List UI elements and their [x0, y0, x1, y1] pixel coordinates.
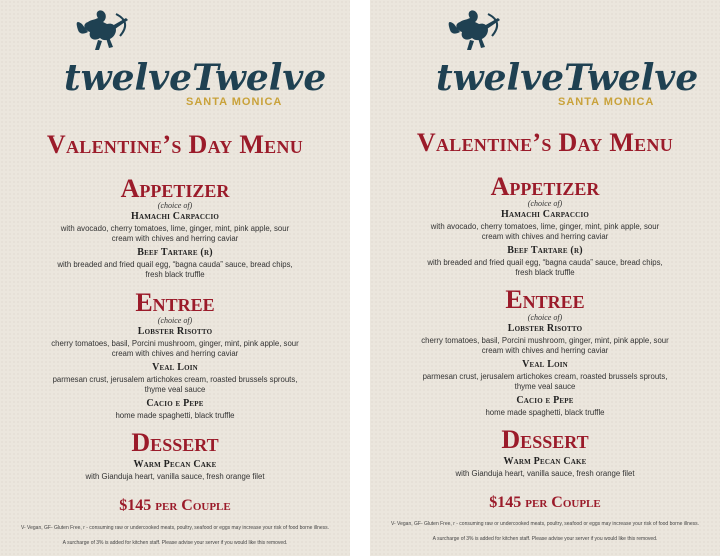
dish-description: with avocado, cherry tomatoes, lime, ginger, mint, pink apple, sour cream with chives and herring caviar [60, 224, 290, 243]
dish-description: home made spaghetti, black truffle [485, 408, 605, 417]
footnote-surcharge: A surcharge of 3% is added for kitchen staff. Please advise your server if you would like this removed. [62, 540, 288, 546]
dish-name: Cacio e Pepe [516, 395, 574, 406]
menu-page-left [0, 0, 350, 556]
dish-description: with breaded and fried quail egg, “bagna cauda” sauce, bread chips, fresh black truffle [57, 260, 293, 279]
dish-description: with breaded and fried quail egg, “bagna cauda” sauce, bread chips, fresh black truffle [427, 258, 663, 277]
dish-name: Veal Loin [152, 362, 198, 373]
dish-name: Beef Tartare (r) [137, 247, 213, 258]
dish-name: Lobster Risotto [507, 323, 583, 334]
page-gutter [350, 0, 370, 556]
dish-name: Warm Pecan Cake [133, 459, 217, 470]
dish-description: with Gianduja heart, vanilla sauce, fresh orange filet [85, 472, 265, 481]
choice-note: (choice of) [527, 199, 563, 208]
dish-description: cherry tomatoes, basil, Porcini mushroom, ginger, mint, pink apple, sour cream with chives and herring caviar [421, 336, 669, 355]
section-dessert: Dessert [501, 425, 589, 454]
footnote-dietary: V- Vegan, GF- Gluten Free, r - consuming raw or undercooked meats, poultry, seafood or eggs may increase your risk of food borne illness. [20, 525, 330, 531]
dish-name: Hamachi Carpaccio [130, 211, 220, 222]
footnote-dietary: V- Vegan, GF- Gluten Free, r - consuming raw or undercooked meats, poultry, seafood or eggs may increase your risk of food borne illness. [390, 521, 700, 527]
section-appetizer: Appetizer [120, 174, 230, 203]
dish-description: with avocado, cherry tomatoes, lime, ginger, mint, pink apple, sour cream with chives and herring caviar [430, 222, 660, 241]
price-label: $145 per Couple [119, 497, 231, 514]
menu-title: Valentine’s Day Menu [416, 128, 674, 157]
choice-note: (choice of) [527, 313, 563, 322]
price-label: $145 per Couple [489, 494, 601, 511]
section-entree: Entree [505, 285, 585, 314]
choice-note: (choice of) [157, 201, 193, 210]
logo-wordmark: twelveTwelve [64, 57, 327, 99]
location-label: SANTA MONICA [186, 96, 283, 108]
menu-page-right [370, 0, 720, 556]
cupid-archer-icon [432, 8, 699, 108]
dish-name: Hamachi Carpaccio [500, 209, 590, 220]
dish-name: Veal Loin [522, 359, 568, 370]
cupid-archer-icon [60, 8, 327, 108]
dish-name: Cacio e Pepe [146, 398, 204, 409]
dish-description: home made spaghetti, black truffle [115, 411, 235, 420]
dish-description: with Gianduja heart, vanilla sauce, fresh orange filet [455, 469, 635, 478]
dish-description: parmesan crust, jerusalem artichokes cream, roasted brussels sprouts, thyme veal sauce [422, 372, 668, 391]
dish-description: parmesan crust, jerusalem artichokes cream, roasted brussels sprouts, thyme veal sauce [52, 375, 298, 394]
section-appetizer: Appetizer [490, 172, 600, 201]
dish-name: Warm Pecan Cake [503, 456, 587, 467]
dish-description: cherry tomatoes, basil, Porcini mushroom, ginger, mint, pink apple, sour cream with chives and herring caviar [51, 339, 299, 358]
location-label: SANTA MONICA [558, 96, 655, 108]
choice-note: (choice of) [157, 316, 193, 325]
dish-name: Beef Tartare (r) [507, 245, 583, 256]
dish-name: Lobster Risotto [137, 326, 213, 337]
footnote-surcharge: A surcharge of 3% is added for kitchen staff. Please advise your server if you would like this removed. [432, 536, 658, 542]
menu-title: Valentine’s Day Menu [46, 130, 304, 159]
logo-wordmark: twelveTwelve [436, 57, 699, 99]
restaurant-logo [60, 8, 327, 108]
restaurant-logo [432, 8, 699, 108]
section-dessert: Dessert [131, 428, 219, 457]
section-entree: Entree [135, 288, 215, 317]
